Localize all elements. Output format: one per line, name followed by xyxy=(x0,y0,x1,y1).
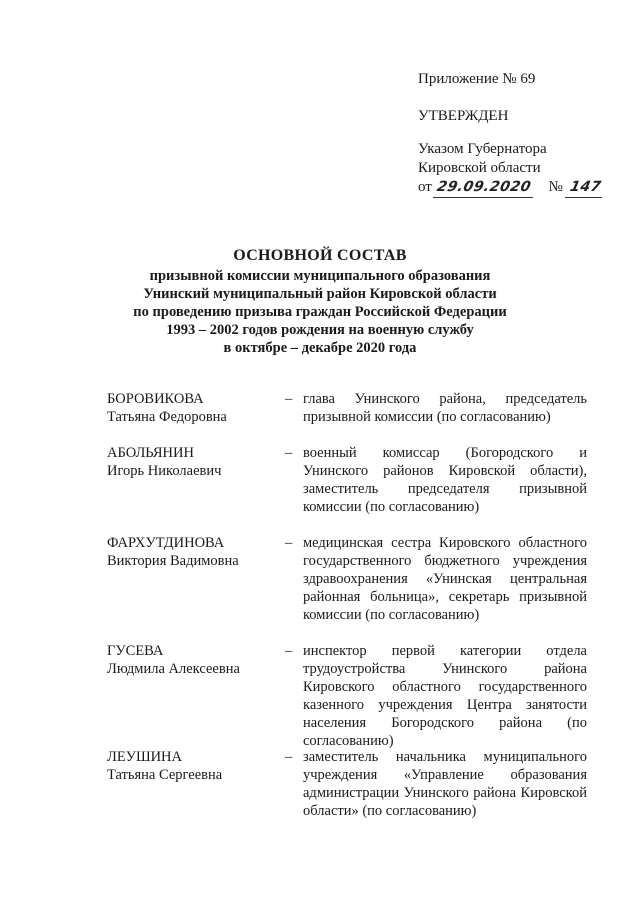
member-entry xyxy=(107,390,587,444)
decree-line-2: Кировской области xyxy=(418,160,541,176)
number-sign: № xyxy=(548,179,563,195)
member-surname: ГУСЕВА xyxy=(107,643,164,659)
member-dash: – xyxy=(285,643,293,659)
member-given-name: Татьяна Федоровна xyxy=(107,409,227,425)
member-given-name: Игорь Николаевич xyxy=(107,463,222,479)
title-line: в октябре – декабре 2020 года xyxy=(223,340,417,356)
member-given-name: Виктория Вадимовна xyxy=(107,553,239,569)
member-entry xyxy=(107,534,587,642)
member-dash: – xyxy=(285,391,293,407)
member-name xyxy=(107,642,285,748)
handwritten-date: 29.09.2020 xyxy=(433,178,537,198)
member-given-name: Татьяна Сергеевна xyxy=(107,767,223,783)
members-list xyxy=(107,390,587,820)
member-name xyxy=(107,390,285,444)
decree-date-line xyxy=(418,178,603,198)
member-entry xyxy=(107,748,587,820)
title-line: 1993 – 2002 годов рождения на военную службу xyxy=(166,322,474,338)
member-entry xyxy=(107,642,587,748)
title-line: по проведению призыва граждан Российской Федерации xyxy=(133,304,507,320)
document-title: ОСНОВНОЙ СОСТАВ xyxy=(233,247,407,264)
member-surname: БОРОВИКОВА xyxy=(107,391,204,407)
member-role: медицинская сестра Кировского областного государственного бюджетного учреждения здравоохранения «Унинская центральная районная больница», секретарь призывной комиссии (по согласованию) xyxy=(303,535,587,623)
member-surname: ФАРХУТДИНОВА xyxy=(107,535,225,551)
member-given-name: Людмила Алексеевна xyxy=(107,661,240,677)
handwritten-number: 147 xyxy=(565,178,606,198)
member-dash: – xyxy=(285,535,293,551)
member-role: инспектор первой категории отдела трудоустройства Унинского района Кировского областного государственного казенного учреждения Центра занятости населения Богородского района (по согласованию) xyxy=(303,643,587,749)
member-role: заместитель начальника муниципального учреждения «Управление образования администрации Унинского района Кировской области» (по согласованию) xyxy=(303,749,587,819)
member-dash: – xyxy=(285,749,293,765)
appendix-label: Приложение № 69 xyxy=(418,71,536,87)
member-name xyxy=(107,748,285,820)
member-role: военный комиссар (Богородского и Унинского районов Кировской области), заместитель председателя призывной комиссии (по согласованию) xyxy=(303,445,587,515)
member-role: глава Унинского района, председатель призывной комиссии (по согласованию) xyxy=(303,391,587,425)
document-title-block xyxy=(100,247,540,357)
approved-label: УТВЕРЖДЕН xyxy=(418,108,509,124)
title-line: призывной комиссии муниципального образования xyxy=(149,268,491,284)
member-name xyxy=(107,534,285,642)
member-dash: – xyxy=(285,445,293,461)
member-surname: ЛЕУШИНА xyxy=(107,749,182,765)
title-line: Унинский муниципальный район Кировской области xyxy=(143,286,497,302)
member-entry xyxy=(107,444,587,534)
approval-block xyxy=(418,70,603,198)
date-prefix: от xyxy=(418,179,432,195)
decree-line-1: Указом Губернатора xyxy=(418,141,547,157)
member-surname: АБОЛЬЯНИН xyxy=(107,445,194,461)
member-name xyxy=(107,444,285,534)
